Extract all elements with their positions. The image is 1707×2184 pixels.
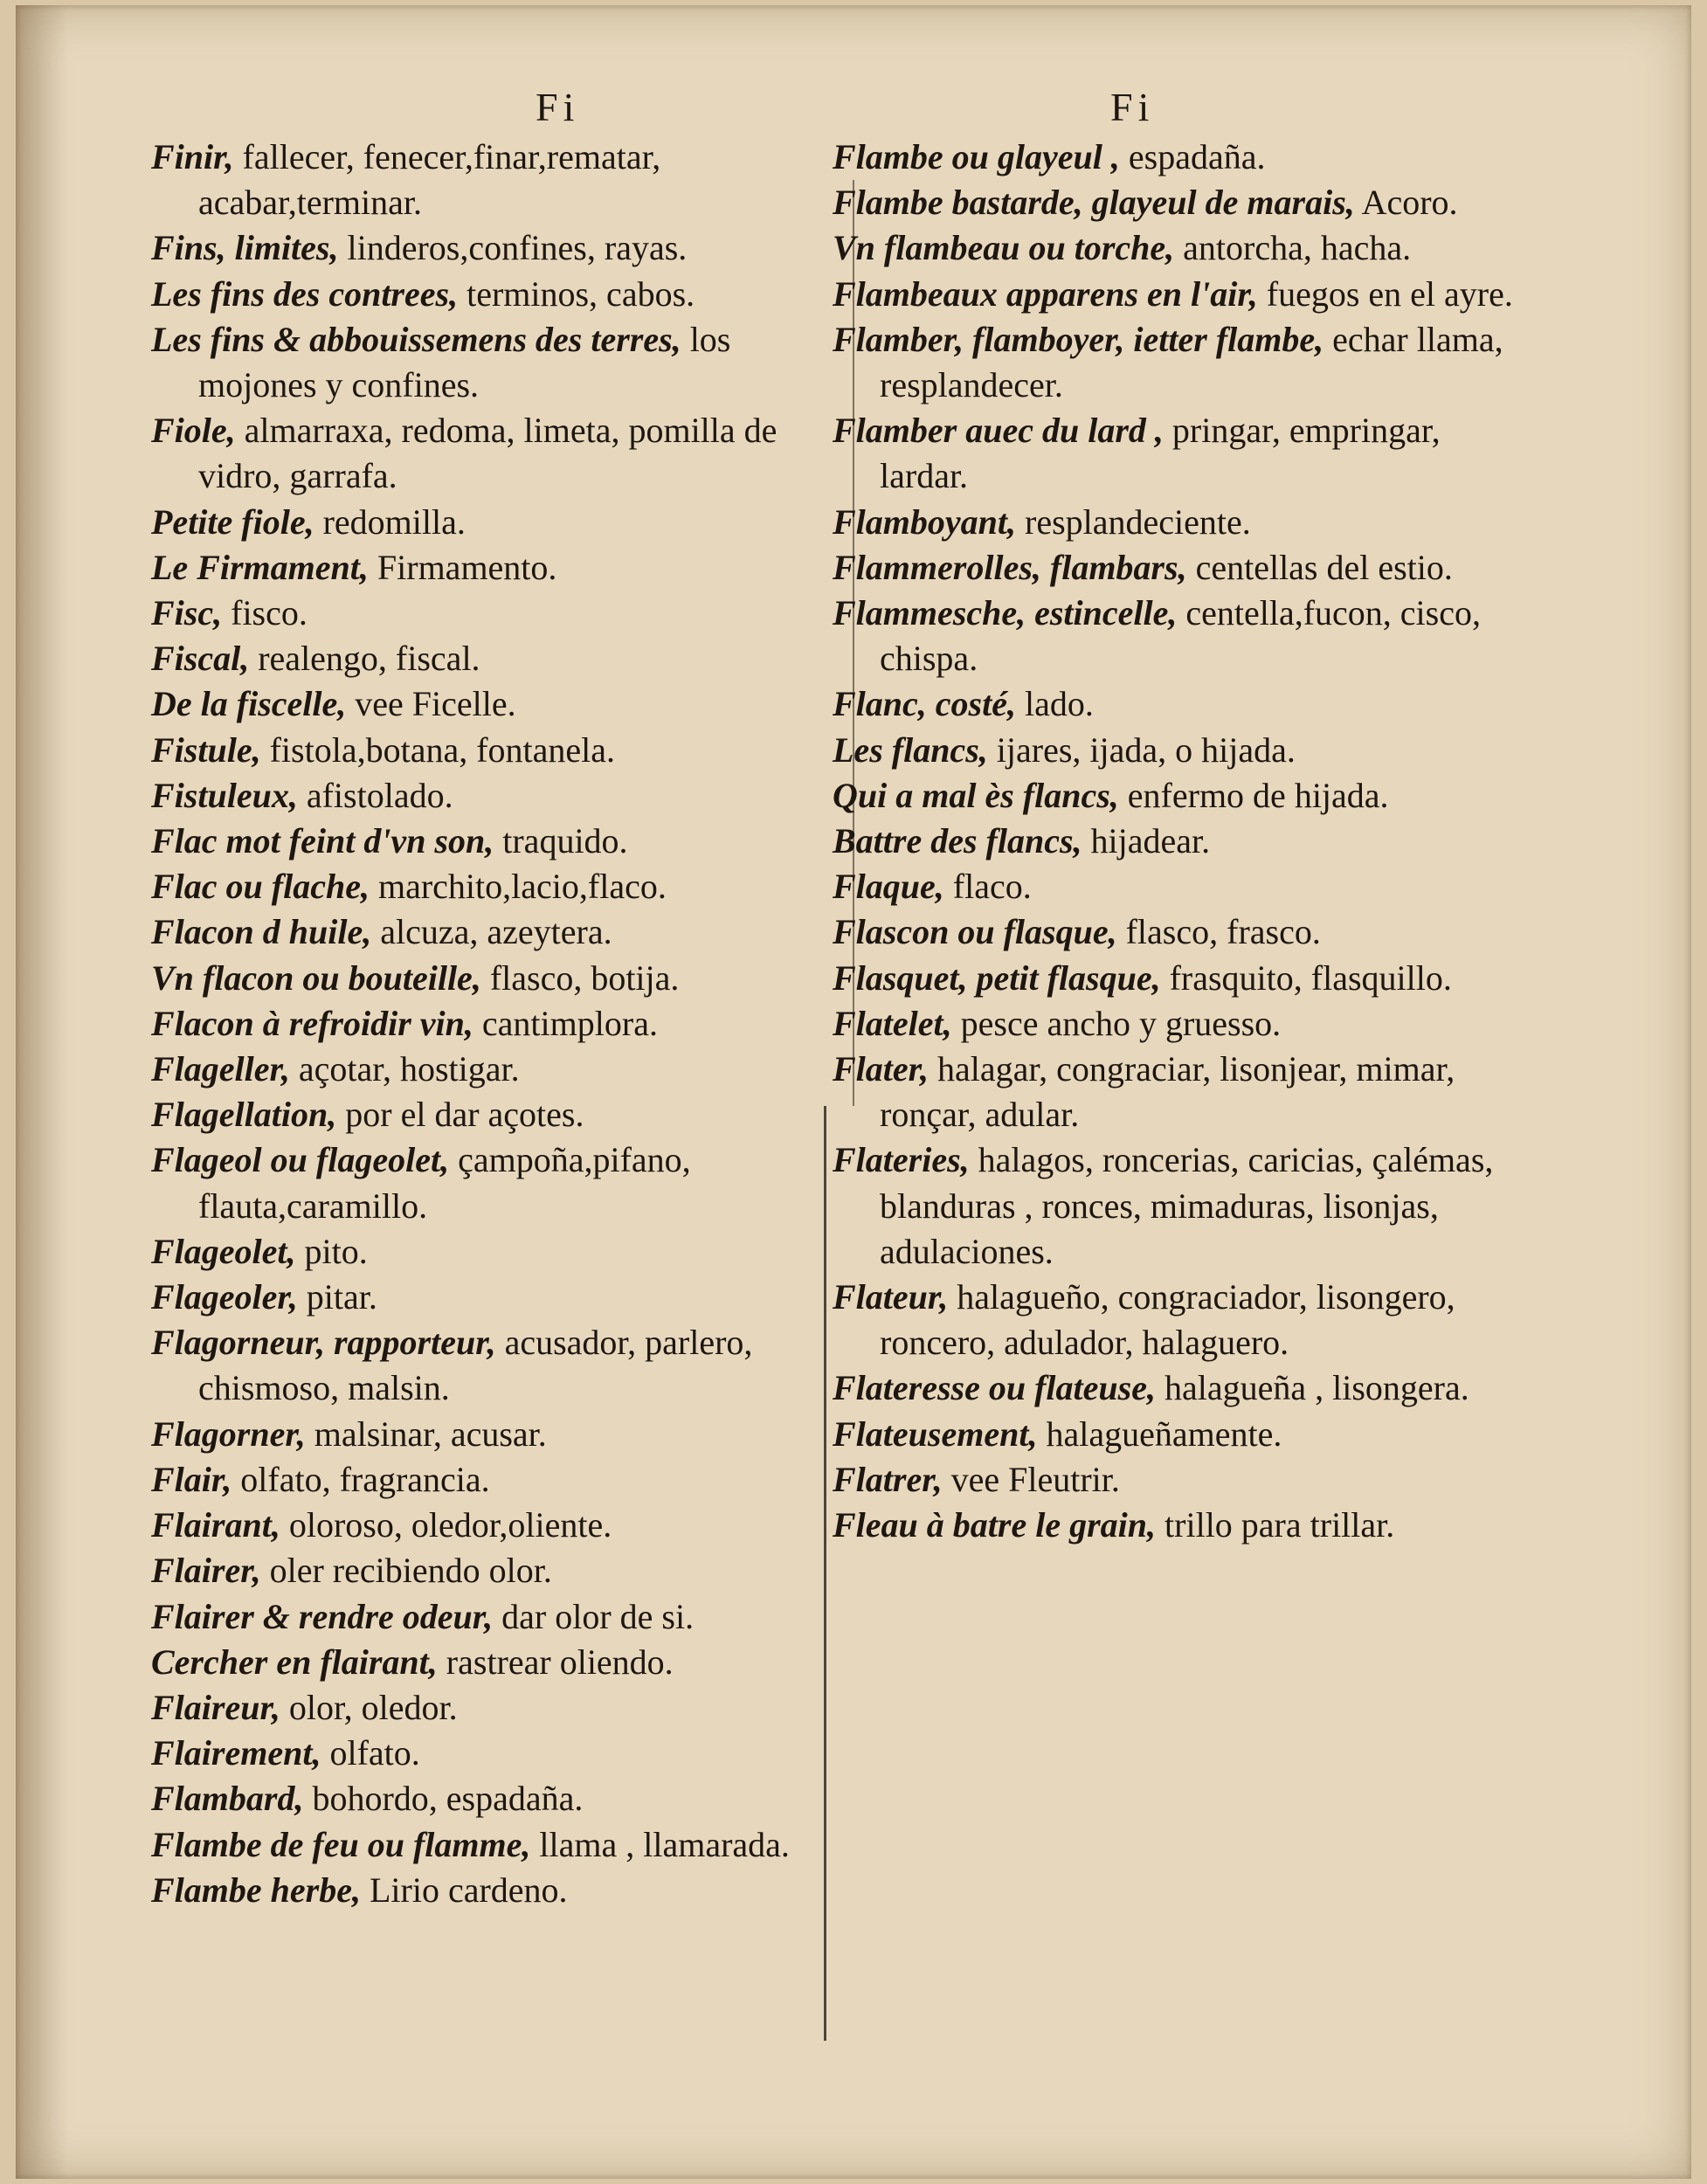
dictionary-entry bbox=[151, 728, 850, 773]
entry-headword: Flambe de feu ou flamme, bbox=[151, 1824, 531, 1864]
right-entries bbox=[833, 135, 1531, 1548]
dictionary-entry bbox=[151, 317, 850, 408]
entry-translation: pringar, empringar, lardar. bbox=[880, 411, 1441, 496]
entry-headword: Flambe herbe, bbox=[151, 1870, 361, 1910]
entry-translation: traquido. bbox=[502, 821, 628, 861]
dictionary-entry bbox=[833, 1275, 1531, 1365]
entry-headword: Les fins & abbouissemens des terres, bbox=[151, 319, 681, 359]
dictionary-entry bbox=[833, 728, 1531, 773]
entry-headword: Fistule, bbox=[151, 729, 261, 770]
entry-translation: centella,fucon, cisco, chispa. bbox=[880, 593, 1481, 679]
book-page bbox=[16, 5, 1691, 2179]
entry-headword: Flaireur, bbox=[151, 1687, 280, 1727]
dictionary-entry bbox=[151, 681, 850, 727]
entry-headword: Cercher en flairant, bbox=[151, 1641, 438, 1682]
entry-translation: echar llama, resplandecer. bbox=[880, 319, 1503, 405]
dictionary-entry bbox=[833, 225, 1531, 271]
entry-translation: flasco, botija. bbox=[489, 957, 680, 998]
entry-headword: Flair, bbox=[151, 1459, 232, 1499]
entry-headword: Flateries, bbox=[833, 1140, 970, 1180]
entry-headword: Fleau à batre le grain, bbox=[833, 1505, 1157, 1545]
dictionary-entry bbox=[151, 1092, 850, 1137]
entry-translation: por el dar açotes. bbox=[345, 1095, 584, 1135]
entry-headword: Flamboyant, bbox=[833, 501, 1017, 542]
entry-translation: fallecer, fenecer,finar,rematar, acabar,terminar. bbox=[198, 137, 661, 223]
entry-headword: De la fiscelle, bbox=[151, 684, 347, 724]
dictionary-entry bbox=[151, 591, 850, 636]
dictionary-entry bbox=[151, 408, 850, 499]
entry-headword: Flagellation, bbox=[151, 1095, 337, 1135]
dictionary-entry bbox=[151, 225, 850, 271]
entry-headword: Flacon d huile, bbox=[151, 912, 372, 952]
entry-translation: olfato, fragrancia. bbox=[240, 1459, 490, 1499]
entry-headword: Flamber auec du lard , bbox=[833, 411, 1164, 451]
entry-headword: Flambe ou glayeul , bbox=[833, 137, 1120, 176]
entry-translation: halagueño, congraciador, lisongero, roncero, adulador, halaguero. bbox=[880, 1277, 1455, 1363]
entry-translation: çampoña,pifano, flauta,caramillo. bbox=[198, 1140, 691, 1226]
entry-headword: Fiole, bbox=[151, 411, 236, 451]
dictionary-entry bbox=[833, 819, 1531, 864]
dictionary-entry bbox=[833, 591, 1531, 681]
entry-headword: Flairer, bbox=[151, 1551, 261, 1591]
entry-headword: Flambard, bbox=[151, 1779, 304, 1819]
entry-translation: olor, oledor. bbox=[288, 1687, 458, 1727]
dictionary-entry bbox=[151, 1685, 850, 1731]
entry-headword: Flacon à refroidir vin, bbox=[151, 1003, 473, 1043]
dictionary-entry bbox=[151, 500, 850, 545]
dictionary-entry bbox=[833, 272, 1531, 317]
entry-translation: pesce ancho y gruesso. bbox=[960, 1003, 1282, 1043]
entry-headword: Fistuleux, bbox=[151, 775, 298, 815]
dictionary-entry bbox=[151, 1047, 850, 1092]
entry-headword: Petite fiole, bbox=[151, 501, 314, 542]
dictionary-entry bbox=[151, 636, 850, 681]
entry-translation: llama , llamarada. bbox=[539, 1824, 790, 1864]
entry-headword: Flater, bbox=[833, 1049, 930, 1089]
dictionary-entry bbox=[833, 1137, 1531, 1275]
entry-translation: pitar. bbox=[306, 1277, 377, 1317]
entry-translation: frasquito, flasquillo. bbox=[1169, 957, 1452, 998]
dictionary-entry bbox=[151, 1320, 850, 1411]
entry-headword: Flascon ou flasque, bbox=[833, 912, 1117, 952]
dictionary-entry bbox=[833, 909, 1531, 955]
entry-translation: resplandeciente. bbox=[1025, 501, 1251, 542]
dictionary-entry bbox=[151, 1001, 850, 1047]
entry-headword: Flairement, bbox=[151, 1733, 321, 1773]
dictionary-entry bbox=[833, 500, 1531, 545]
dictionary-entry bbox=[151, 1640, 850, 1685]
entry-translation: malsinar, acusar. bbox=[314, 1413, 547, 1454]
entry-headword: Flaque, bbox=[833, 867, 944, 907]
entry-headword: Les fins des contrees, bbox=[151, 273, 459, 314]
entry-headword: Flasquet, petit flasque, bbox=[833, 957, 1161, 998]
entry-headword: Flageller, bbox=[151, 1049, 290, 1089]
entry-headword: Fiscal, bbox=[151, 639, 250, 679]
entry-translation: halagueñamente. bbox=[1046, 1413, 1282, 1454]
entry-translation: flasco, frasco. bbox=[1125, 912, 1321, 952]
dictionary-entry bbox=[151, 1229, 850, 1275]
entry-translation: centellas del estio. bbox=[1195, 547, 1453, 587]
entry-translation: terminos, cabos. bbox=[466, 273, 695, 314]
entry-translation: antorcha, hacha. bbox=[1183, 228, 1412, 268]
dictionary-entry bbox=[151, 545, 850, 591]
entry-translation: almarraxa, redoma, limeta, pomilla de vidro, garrafa. bbox=[198, 411, 777, 496]
entry-headword: Flateresse ou flateuse, bbox=[833, 1368, 1156, 1408]
dictionary-entry bbox=[833, 1457, 1531, 1503]
dictionary-entry bbox=[151, 909, 850, 955]
entry-translation: bohordo, espadaña. bbox=[312, 1779, 584, 1819]
entry-translation: cantimplora. bbox=[481, 1003, 658, 1043]
entry-headword: Vn flacon ou bouteille, bbox=[151, 957, 481, 998]
entry-translation: fuegos en el ayre. bbox=[1266, 273, 1513, 314]
entry-headword: Flairant, bbox=[151, 1505, 280, 1545]
entry-translation: vee Fleutrir. bbox=[950, 1459, 1120, 1499]
dictionary-entry bbox=[151, 1457, 850, 1503]
dictionary-entry bbox=[151, 819, 850, 864]
entry-translation: marchito,lacio,flaco. bbox=[377, 867, 667, 907]
dictionary-entry bbox=[151, 1275, 850, 1320]
dictionary-entry bbox=[151, 1868, 850, 1913]
entry-headword: Flairer & rendre odeur, bbox=[151, 1596, 494, 1636]
entry-translation: pito. bbox=[304, 1231, 368, 1271]
entry-translation: acusador, parlero, chismoso, malsin. bbox=[198, 1323, 753, 1408]
entry-translation: hijadear. bbox=[1090, 821, 1211, 861]
entry-headword: Battre des flancs, bbox=[833, 821, 1082, 861]
entry-headword: Finir, bbox=[151, 137, 234, 176]
entry-headword: Flatrer, bbox=[833, 1459, 943, 1499]
dictionary-entry bbox=[833, 1412, 1531, 1457]
entry-translation: olfato. bbox=[329, 1733, 420, 1773]
entry-headword: Flatelet, bbox=[833, 1003, 952, 1043]
entry-translation: los mojones y confines. bbox=[198, 319, 731, 405]
entry-translation: oloroso, oledor,oliente. bbox=[288, 1505, 612, 1545]
entry-headword: Fisc, bbox=[151, 593, 223, 633]
dictionary-entry bbox=[151, 1822, 850, 1868]
entry-translation: açotar, hostigar. bbox=[298, 1049, 520, 1089]
entry-translation: afistolado. bbox=[306, 775, 453, 815]
entry-translation: realengo, fiscal. bbox=[258, 639, 480, 679]
dictionary-entry bbox=[833, 317, 1531, 408]
entry-translation: halagos, roncerias, caricias, çalémas, blanduras , ronces, mimaduras, lisonjas, adulaciones. bbox=[880, 1140, 1494, 1271]
entry-translation: halagar, congraciar, lisonjear, mimar, ronçar, adular. bbox=[880, 1049, 1455, 1135]
dictionary-entry bbox=[151, 773, 850, 819]
dictionary-entry bbox=[833, 956, 1531, 1001]
entry-headword: Flammesche, estincelle, bbox=[833, 593, 1178, 633]
entry-translation: Lirio cardeno. bbox=[369, 1870, 568, 1910]
dictionary-entry bbox=[151, 956, 850, 1001]
dictionary-entry bbox=[833, 408, 1531, 499]
entry-translation: enfermo de hijada. bbox=[1127, 775, 1389, 815]
dictionary-entry bbox=[833, 180, 1531, 225]
column-rule-lower bbox=[824, 1106, 826, 2041]
dictionary-entry bbox=[833, 1001, 1531, 1047]
entry-translation: alcuza, azeytera. bbox=[380, 912, 612, 952]
entry-headword: Flanc, costé, bbox=[833, 684, 1016, 724]
left-entries bbox=[151, 135, 850, 1913]
dictionary-entry bbox=[151, 1594, 850, 1640]
entry-headword: Flac ou flache, bbox=[151, 867, 370, 907]
entry-translation: flaco. bbox=[952, 867, 1032, 907]
entry-translation: halagueña , lisongera. bbox=[1164, 1368, 1469, 1408]
entry-headword: Vn flambeau ou torche, bbox=[833, 228, 1175, 268]
dictionary-entry bbox=[833, 1365, 1531, 1411]
entry-translation: trillo para trillar. bbox=[1164, 1505, 1395, 1545]
dictionary-entry bbox=[151, 1503, 850, 1548]
entry-translation: linderos,confines, rayas. bbox=[347, 228, 688, 268]
entry-translation: lado. bbox=[1024, 684, 1094, 724]
entry-headword: Fins, limites, bbox=[151, 228, 339, 268]
entry-translation: rastrear oliendo. bbox=[446, 1641, 674, 1682]
entry-translation: fistola,botana, fontanela. bbox=[269, 729, 616, 770]
entry-translation: Firmamento. bbox=[377, 547, 557, 587]
dictionary-entry bbox=[833, 1047, 1531, 1137]
dictionary-entry bbox=[833, 545, 1531, 591]
dictionary-entry bbox=[151, 272, 850, 317]
entry-headword: Flateusement, bbox=[833, 1413, 1038, 1454]
right-running-head: Fi bbox=[1110, 85, 1155, 129]
dictionary-entry bbox=[151, 1412, 850, 1457]
entry-headword: Flambe bastarde, glayeul de marais, bbox=[833, 183, 1355, 223]
page-spine-shadow bbox=[16, 5, 68, 2179]
entry-headword: Flageol ou flageolet, bbox=[151, 1140, 450, 1180]
dictionary-entry bbox=[833, 864, 1531, 909]
dictionary-entry bbox=[833, 681, 1531, 727]
dictionary-entry bbox=[151, 1548, 850, 1593]
entry-translation: dar olor de si. bbox=[501, 1596, 695, 1636]
left-running-head: Fi bbox=[536, 85, 580, 129]
entry-headword: Flamber, flamboyer, ietter flambe, bbox=[833, 319, 1324, 359]
entry-translation: fisco. bbox=[231, 593, 308, 633]
dictionary-entry bbox=[833, 1503, 1531, 1548]
entry-headword: Flageoler, bbox=[151, 1277, 298, 1317]
entry-headword: Flateur, bbox=[833, 1277, 949, 1317]
entry-headword: Flac mot feint d'vn son, bbox=[151, 821, 494, 861]
dictionary-entry bbox=[833, 773, 1531, 819]
entry-headword: Qui a mal ès flancs, bbox=[833, 775, 1119, 815]
dictionary-entry bbox=[833, 135, 1531, 180]
entry-translation: espadaña. bbox=[1128, 137, 1266, 176]
entry-headword: Flagorner, bbox=[151, 1413, 306, 1454]
entry-headword: Le Firmament, bbox=[151, 547, 369, 587]
dictionary-entry bbox=[151, 1137, 850, 1228]
entry-translation: oler recibiendo olor. bbox=[269, 1551, 552, 1591]
entry-headword: Flagorneur, rapporteur, bbox=[151, 1323, 496, 1363]
entry-translation: redomilla. bbox=[322, 501, 466, 542]
entry-headword: Flammerolles, flambars, bbox=[833, 547, 1187, 587]
dictionary-entry bbox=[151, 1731, 850, 1776]
entry-translation: ijares, ijada, o hijada. bbox=[996, 729, 1296, 770]
entry-headword: Flambeaux apparens en l'air, bbox=[833, 273, 1258, 314]
entry-translation: vee Ficelle. bbox=[355, 684, 516, 724]
dictionary-entry bbox=[151, 135, 850, 225]
entry-headword: Flageolet, bbox=[151, 1231, 296, 1271]
dictionary-entry bbox=[151, 864, 850, 909]
entry-translation: Acoro. bbox=[1361, 183, 1458, 223]
dictionary-entry bbox=[151, 1776, 850, 1821]
entry-headword: Les flancs, bbox=[833, 729, 988, 770]
